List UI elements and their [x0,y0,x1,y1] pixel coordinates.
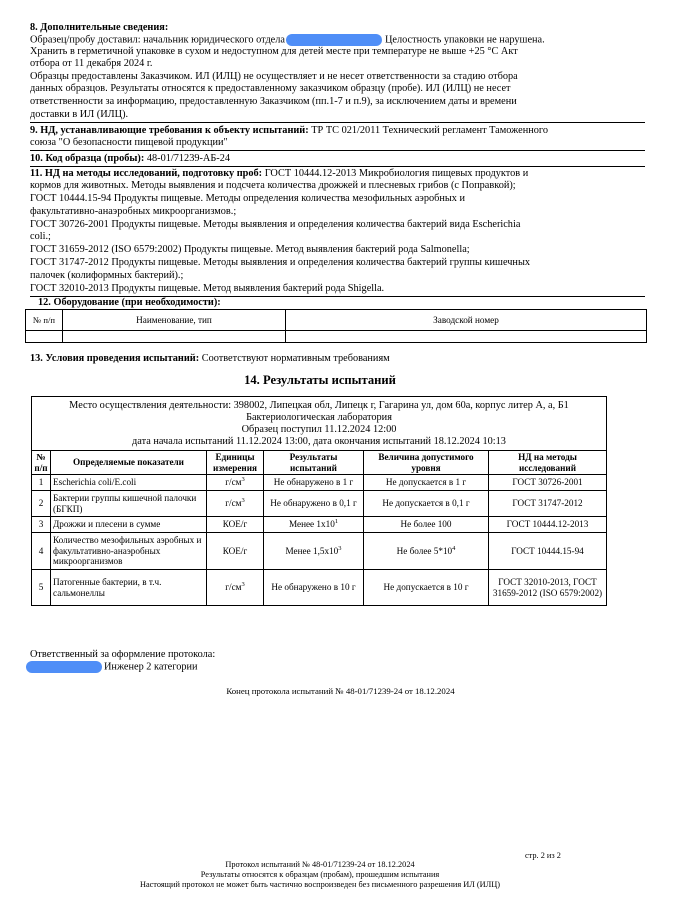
row-result: Менее $1х10^1$ [264,517,364,533]
method-line: ГОСТ 30726-2001 Продукты пищевые. Методы выявления и определения количества бактерий вида Escherichia [30,219,521,230]
row-unit: КОЕ/г [207,533,264,570]
section-13 [30,353,390,365]
section-9-label: 9. НД, устанавливающие требования к объекту испытаний: [30,125,309,136]
header-unit: Единицы измерения [207,451,264,475]
header-result: Результаты испытаний [264,451,364,475]
row-unit: $г/см^3$ [207,570,264,606]
section-9-value: ТР ТС 021/2011 Технический регламент Таможенного [311,125,548,136]
responsible-position: Инженер 2 категории [104,661,198,673]
row-method: ГОСТ 31747-2012 [489,491,607,517]
row-unit: КОЕ/г [207,517,264,533]
table-row [26,331,647,343]
col-serial: Заводской номер [286,310,647,331]
sample-code: 48-01/71239-АБ-24 [146,153,230,164]
redacted-name [26,661,102,673]
row-limit: Не более 100 [364,517,489,533]
row-no: 5 [32,570,51,606]
sample-received: Образец поступил 11.12.2024 12:00 [241,424,397,435]
header-method: НД на методы исследований [489,451,607,475]
section-9 [30,125,548,137]
row-no: 4 [32,533,51,570]
row-unit: $г/см^3$ [207,491,264,517]
header-no: № п/п [32,451,51,475]
row-unit: $г/см^3$ [207,475,264,491]
footer-line-1: Протокол испытаний № 48-01/71239-24 от 18.12.2024 [225,860,415,869]
divider [30,166,645,167]
footer-line-2: Результаты относятся к образцам (пробам), прошедшим испытания [200,870,440,879]
row-limit: Не допускается в 1 г [364,475,489,491]
footer-line-3: Настоящий протокол не может быть частично воспроизведен без письменного разрешения ИЛ (ИЛЦ) [139,880,501,889]
page-number: стр. 2 из 2 [525,851,561,860]
table-cell [286,331,647,343]
divider [30,150,645,151]
row-limit: Не более $5*10^4$ [364,533,489,570]
method-line: кормов для животных. Методы выявления и подсчета количества дрожжей и плесневых грибов (с Поправкой); [30,180,516,191]
row-param: Escherichia coli/E.coli [51,475,207,491]
place-of-activity: Место осуществления деятельности: 398002, Липецкая обл, Липецк г, Гагарина ул, дом 60а, корпус литер А, а, Б1 [69,400,569,411]
section-10-label: 10. Код образца (пробы): [30,153,145,164]
section-8-line-5: данных образцов. Результаты относятся к предоставленному заказчиком образцу (пробе). ИЛ (ИЛЦ) не несет [30,83,511,94]
results-table [31,450,607,606]
section-12-heading: 12. Оборудование (при необходимости): [38,297,221,308]
row-result: Не обнаружено в 10 г [264,570,364,606]
row-param: Патогенные бактерии, в т.ч. сальмонеллы [51,570,207,606]
table-header-row [26,310,647,331]
test-dates: дата начала испытаний 11.12.2024 13:00, дата окончания испытаний 18.12.2024 10:13 [132,436,506,447]
section-13-label: 13. Условия проведения испытаний: [30,353,200,364]
row-method: ГОСТ 30726-2001 [489,475,607,491]
package-integrity: Целостность упаковки не нарушена. [384,34,545,46]
section-8-line-4: Образцы предоставлены Заказчиком. ИЛ (ИЛЦ) не осуществляет и не несет ответственности за стадию отбора [30,71,518,82]
row-result: Менее $1,5х10^3$ [264,533,364,570]
table-row [32,570,607,606]
row-method: ГОСТ 32010-2013, ГОСТ 31659-2012 (ISO 6579:2002) [489,570,607,606]
section-8-line-7: доставки в ИЛ (ИЛЦ). [30,109,129,120]
col-name: Наименование, тип [63,310,286,331]
row-limit: Не допускается в 0,1 г [364,491,489,517]
table-cell [63,331,286,343]
table-header-row [32,451,607,475]
row-param: Бактерии группы кишечной палочки (БГКП) [51,491,207,517]
row-method: ГОСТ 10444.15-94 [489,533,607,570]
row-param: Количество мезофильных аэробных и факультативно-анаэробных микроорганизмов [51,533,207,570]
section-9-value-2: союза "О безопасности пищевой продукции" [30,137,228,148]
section-11-label: 11. НД на методы исследований, подготовку проб: [30,168,263,179]
equipment-table [25,309,647,343]
table-cell [26,331,63,343]
row-result: Не обнаружено в 1 г [264,475,364,491]
results-info-box [31,396,607,451]
section-10 [30,153,230,165]
divider [30,122,645,123]
section-8-line-3: отбора от 11 декабря 2024 г. [30,58,153,69]
method-line: ГОСТ 31747-2012 Продукты пищевые. Методы выявления и определения количества бактерий группы кишечных [30,257,531,268]
col-no: № п/п [26,310,63,331]
table-row [32,475,607,491]
row-no: 2 [32,491,51,517]
method-line: ГОСТ 32010-2013 Продукты пищевые. Метод выявления бактерий рода Shigella. [30,283,385,294]
row-param: Дрожжи и плесени в сумме [51,517,207,533]
results-title: 14. Результаты испытаний [244,373,396,387]
delivered-by: Образец/пробу доставил: начальник юридического отдела [30,34,285,46]
section-8-heading: 8. Дополнительные сведения: [30,22,169,33]
header-param: Определяемые показатели [51,451,207,475]
end-of-protocol: Конец протокола испытаний № 48-01/71239-24 от 18.12.2024 [226,686,455,696]
section-8-line-1 [30,34,545,46]
row-limit: Не допускается в 10 г [364,570,489,606]
table-row [32,517,607,533]
section-8-line-2: Хранить в герметичной упаковке в сухом и недоступном для детей месте при температуре не выше +25 °С Акт [30,46,518,57]
method-line: ГОСТ 10444.12-2013 Микробиология пищевых продуктов и [264,168,529,179]
row-no: 3 [32,517,51,533]
responsible-line [26,661,198,673]
method-line: coli.; [30,231,51,242]
table-row [32,533,607,570]
laboratory: Бактериологическая лаборатория [246,412,392,423]
section-13-value: Соответствуют нормативным требованиям [201,353,390,364]
method-line: ГОСТ 31659-2012 (ISO 6579:2002) Продукты пищевые. Метод выявления бактерий рода Salmonella; [30,244,470,255]
row-no: 1 [32,475,51,491]
section-8-line-6: ответственности за информацию, предоставленную Заказчиком (пп.1-7 и п.9), за исключением даты и времени [30,96,517,107]
row-result: Не обнаружено в 0,1 г [264,491,364,517]
header-limit: Величина допустимого уровня [364,451,489,475]
responsible-label: Ответственный за оформление протокола: [30,649,216,660]
method-line: ГОСТ 10444.15-94 Продукты пищевые. Методы определения количества мезофильных аэробных и [30,193,466,204]
redacted-name [286,34,382,46]
method-line: факультативно-анаэробных микроорганизмов.; [30,206,237,217]
method-line: палочек (колиформных бактерий).; [30,270,184,281]
section-11 [30,168,528,180]
row-method: ГОСТ 10444.12-2013 [489,517,607,533]
table-row [32,491,607,517]
